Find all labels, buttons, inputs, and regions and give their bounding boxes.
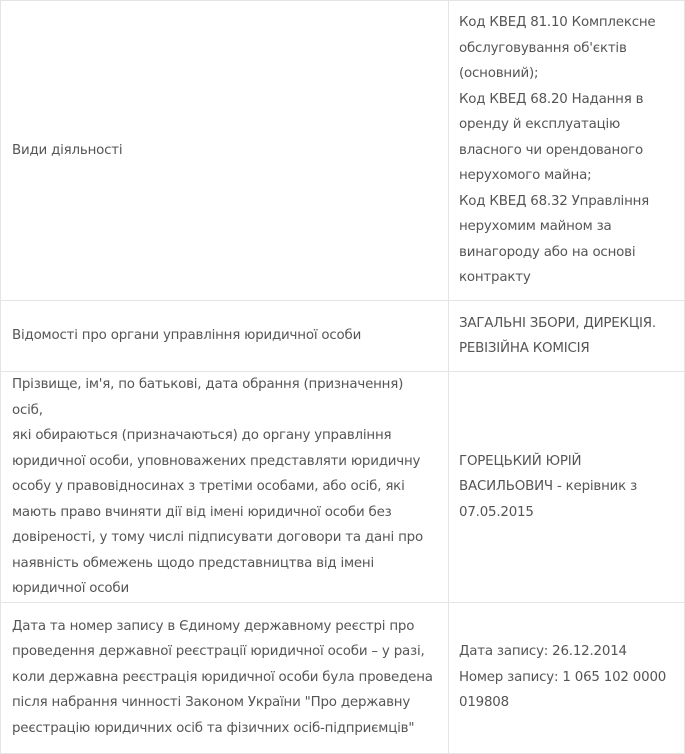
activities-label: Види діяльності	[12, 142, 123, 158]
activities-value-line: обслуговування об'єктів	[459, 40, 627, 56]
table-row-authorized-persons	[1, 372, 685, 603]
organs-value-cell	[449, 301, 685, 372]
activities-value-line: контракту	[459, 270, 531, 286]
persons-label-cell	[1, 372, 449, 603]
persons-label-line: які обираються (призначаються) до органу управління	[12, 428, 392, 443]
activities-value-line: Код КВЕД 81.10 Комплексне	[459, 15, 656, 31]
table-row-activities	[1, 1, 685, 301]
persons-value-line: ВАСИЛЬОВИЧ - керівник з	[459, 479, 637, 494]
activities-value-line: нерухомого майна;	[459, 168, 592, 184]
record-label-cell	[1, 602, 449, 753]
table-row-registry-record	[1, 602, 685, 753]
persons-value-cell	[449, 372, 685, 603]
organs-value-line: РЕВІЗІЙНА КОМІСІЯ	[459, 341, 590, 356]
activities-value-line: винагороду або на основі	[459, 244, 636, 260]
record-value-cell	[449, 602, 685, 753]
record-label-line: після набрання чинності Законом України "Про державну	[12, 695, 411, 711]
organs-label: Відомості про органи управління юридичної особи	[12, 328, 362, 344]
persons-label-line: юридичної особи	[12, 581, 129, 596]
record-label-line: коли державна реєстрація юридичної особи була проведена	[12, 669, 433, 685]
persons-label-line: наявність обмежень щодо представництва від імені	[12, 555, 375, 571]
record-value-line: Дата запису: 26.12.2014	[459, 644, 627, 660]
activities-value-line: (основний);	[459, 66, 539, 82]
persons-label-line: юридичної особи, уповноважених представляти юридичну	[12, 453, 421, 469]
activities-value-cell	[449, 1, 685, 301]
organs-value-line: ЗАГАЛЬНІ ЗБОРИ, ДИРЕКЦІЯ.	[459, 315, 656, 331]
record-label-line: проведення державної реєстрації юридичної особи – у разі,	[12, 644, 425, 660]
persons-label-line: Прізвище, ім'я, по батькові, дата обрання (призначення) осіб,	[12, 377, 404, 418]
activities-value-line: Код КВЕД 68.32 Управління	[459, 193, 650, 209]
table-row-management-organs	[1, 301, 685, 372]
persons-value-line: 07.05.2015	[459, 504, 534, 520]
activities-value-line: Код КВЕД 68.20 Надання в	[459, 91, 644, 107]
persons-value-line: ГОРЕЦЬКИЙ ЮРІЙ	[459, 453, 582, 469]
record-label-line: реєстрацію юридичних осіб та фізичних осіб-підприємців"	[12, 720, 415, 736]
persons-label-line: особу у правовідносинах з третіми особами, або осіб, які	[12, 479, 405, 494]
organs-label-cell	[1, 301, 449, 372]
activities-value-line: нерухомим майном за	[459, 219, 612, 235]
persons-label-line: мають право вчиняти дії від імені юридичної особи без	[12, 504, 392, 520]
activities-value-line: оренду й експлуатацію	[459, 117, 621, 133]
record-label-line: Дата та номер запису в Єдиному державному реєстрі про	[12, 618, 415, 634]
record-value-line: 019808	[459, 695, 509, 711]
record-value-line: Номер запису: 1 065 102 0000	[459, 669, 667, 685]
persons-label-line: довіреності, у тому числі підписувати договори та дані про	[12, 530, 423, 545]
activities-label-cell	[1, 1, 449, 301]
activities-value-line: власного чи орендованого	[459, 142, 643, 158]
